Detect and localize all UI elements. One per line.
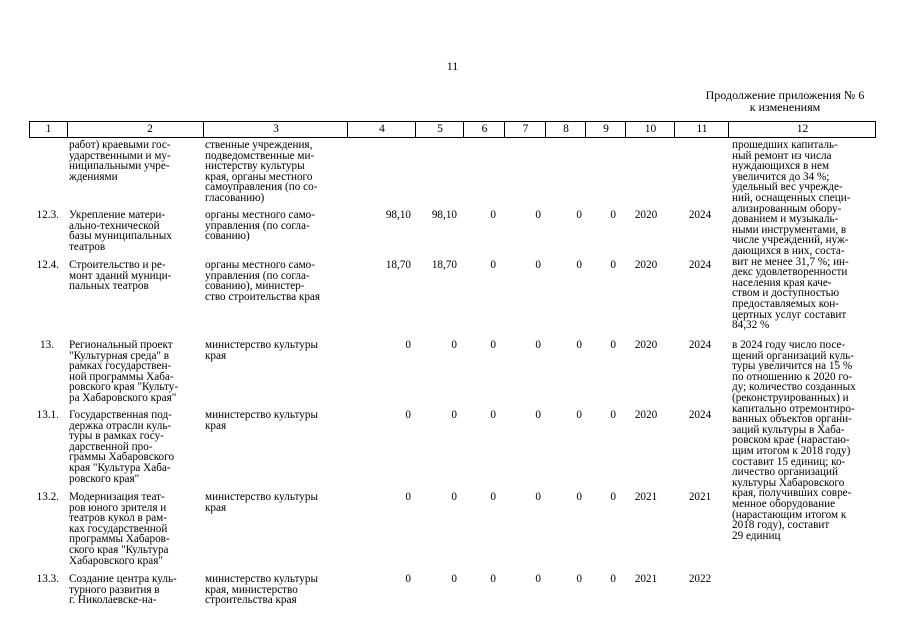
appendix-caption: [640, 89, 905, 113]
col-4-value: 18,70: [385, 259, 411, 271]
col-8-value: 0: [576, 259, 582, 271]
col-6-value: 0: [490, 339, 496, 351]
page-number: 11: [446, 59, 459, 73]
header-col-9: 9: [585, 122, 626, 137]
col-7-value: 0: [535, 339, 541, 351]
header-col-3: 3: [203, 122, 348, 137]
header-col-6: 6: [463, 122, 505, 137]
end-year: 2024: [688, 209, 712, 221]
measure-name: Государственная под- держка отрасли куль- туры в рамках госу- дарственной про- граммы Хабаровского края "Культура Хаба- ровского края": [69, 409, 175, 485]
executor: органы местного само- управления (по согла- сованию), министер- ство строительства края: [205, 259, 321, 303]
row-number: 12.4.: [36, 259, 59, 271]
col-4-value: 0: [405, 491, 411, 503]
end-year: 2021: [688, 491, 712, 503]
col-8-value: 0: [576, 409, 582, 421]
header-col-2: 2: [67, 122, 232, 137]
row-number: 13.: [40, 339, 54, 351]
end-year: 2024: [688, 409, 712, 421]
col-5-value: 0: [451, 339, 457, 351]
col-9-value: 0: [610, 209, 616, 221]
col-5-value: 0: [451, 409, 457, 421]
col-5-value: 0: [451, 573, 457, 585]
col-6-value: 0: [490, 491, 496, 503]
col-7-value: 0: [535, 209, 541, 221]
executor: министерство культуры края, министерство строительства края: [205, 573, 318, 607]
col-7-value: 0: [535, 491, 541, 503]
col-5-value: 98,10: [431, 209, 457, 221]
result-text-block-1: прошедших капиталь- ный ремонт из числа нуждающихся в нем увеличится до 34 %; удельный вес учрежде- ний, оснащенных специ- ализированным обору- дованием и музыкаль- ными инструментами, в числе учреждений, нуж- дающихся в них, соста- вит не менее 31,7 %; ин- декс удовлетворенности населения края каче- ством и доступностью предоставляемых кон- цертных услуг составит 84,32 %: [732, 139, 851, 332]
appendix-line-2: к изменениям: [749, 100, 821, 114]
header-col-11: 11: [674, 122, 729, 137]
executor: министерство культуры края: [205, 409, 318, 432]
col-4-value: 0: [405, 409, 411, 421]
continuation-name: работ) краевыми гос- ударственными и му- ниципальными учре- ждениями: [69, 139, 171, 183]
header-col-10: 10: [625, 122, 675, 137]
start-year: 2021: [634, 573, 658, 585]
header-col-8: 8: [545, 122, 586, 137]
end-year: 2022: [688, 573, 712, 585]
continuation-executor: ственные учреждения, подведомственные ми- нистерству культуры края, органы местного самоуправления (по со- гласованию): [205, 139, 318, 204]
start-year: 2020: [634, 409, 658, 421]
result-text-block-2: в 2024 году число посе- щений организаций куль- туры увеличится на 15 % по отношению к 2020 го- ду; количество созданных (реконструированных) и капитально отремонтиро- ванных объектов органи- заций культуры в Хаба- ровском крае (нарастаю- щим итогом к 2018 году) составит 15 единиц; ко- личество организаций культуры Хабаровского края, получивших совре- менное оборудование (нарастающим итогом к 2018 году), составит 29 единиц: [732, 339, 856, 542]
start-year: 2020: [634, 259, 658, 271]
header-col-12: 12: [728, 122, 876, 137]
executor: министерство культуры края: [205, 339, 318, 362]
col-7-value: 0: [535, 573, 541, 585]
col-8-value: 0: [576, 339, 582, 351]
row-number: 12.3.: [36, 209, 59, 221]
col-7-value: 0: [535, 409, 541, 421]
col-5-value: 0: [451, 491, 457, 503]
col-4-value: 0: [405, 339, 411, 351]
measure-name: Укрепление матери- ально-технической базы муниципальных театров: [69, 209, 172, 253]
col-7-value: 0: [535, 259, 541, 271]
executor: министерство культуры края: [205, 491, 318, 514]
col-4-value: 0: [405, 573, 411, 585]
appendix-line-1: Продолжение приложения № 6: [705, 88, 865, 102]
header-col-1: 1: [45, 123, 52, 135]
measure-name: Модернизация теат- ров юного зрителя и театров кукол в рам- ках государственной программы Хабаров- ского края "Культура Хабаровского края": [69, 491, 170, 567]
header-col-7: 7: [504, 122, 546, 137]
measure-name: Создание центра куль- турного развития в г. Николаевске-на-: [69, 573, 177, 607]
col-8-value: 0: [576, 573, 582, 585]
col-6-value: 0: [490, 573, 496, 585]
row-number: 13.3.: [36, 573, 59, 585]
measure-name: Региональный проект "Культурная среда" в рамках государствен- ной программы Хаба- ровского края "Культу- ра Хабаровского края": [69, 339, 179, 404]
col-9-value: 0: [610, 339, 616, 351]
col-8-value: 0: [576, 491, 582, 503]
row-number: 13.1.: [36, 409, 59, 421]
col-5-value: 18,70: [431, 259, 457, 271]
col-9-value: 0: [610, 259, 616, 271]
end-year: 2024: [688, 259, 712, 271]
col-6-value: 0: [490, 209, 496, 221]
col-4-value: 98,10: [385, 209, 411, 221]
executor: органы местного само- управления (по согла- сованию): [205, 209, 315, 243]
measure-name: Строительство и ре- монт зданий муници- пальных театров: [69, 259, 172, 293]
header-col-5: 5: [415, 122, 464, 137]
table-header-row: [29, 121, 876, 138]
col-6-value: 0: [490, 259, 496, 271]
start-year: 2020: [634, 209, 658, 221]
header-col-4: 4: [347, 122, 416, 137]
col-9-value: 0: [610, 491, 616, 503]
start-year: 2020: [634, 339, 658, 351]
end-year: 2024: [688, 339, 712, 351]
col-9-value: 0: [610, 409, 616, 421]
start-year: 2021: [634, 491, 658, 503]
col-9-value: 0: [610, 573, 616, 585]
col-8-value: 0: [576, 209, 582, 221]
row-number: 13.2.: [36, 491, 59, 503]
col-6-value: 0: [490, 409, 496, 421]
